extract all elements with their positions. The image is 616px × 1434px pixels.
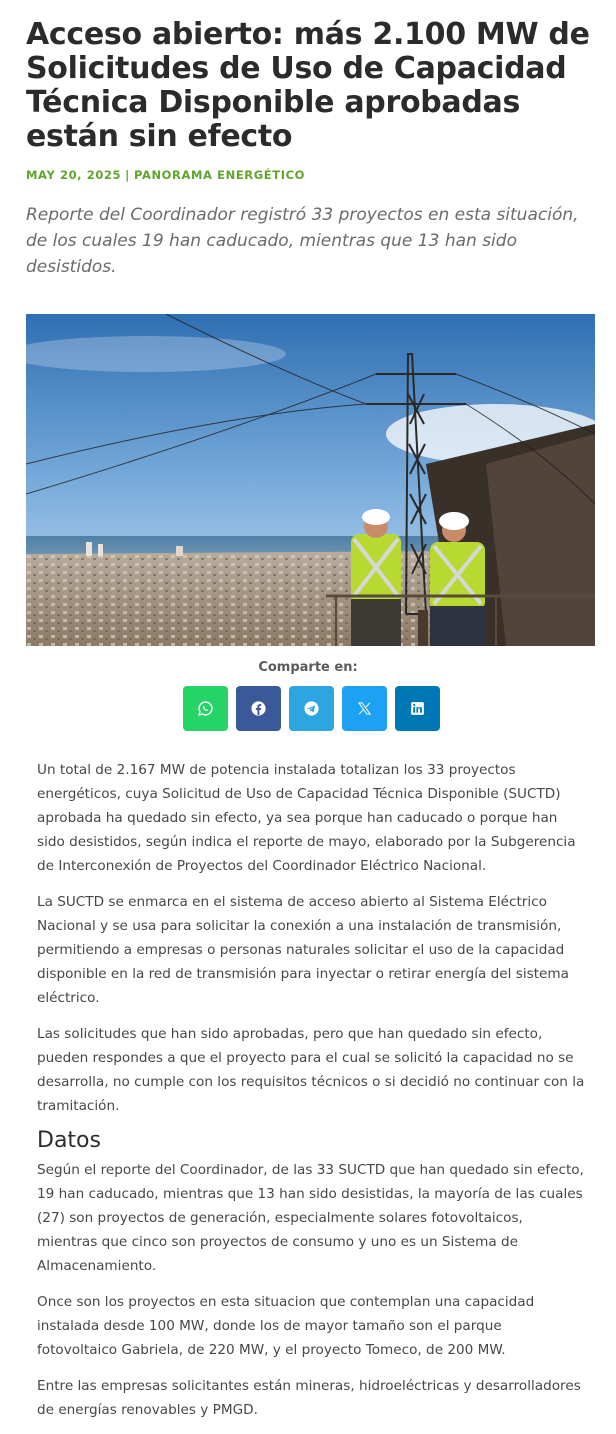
x-icon: [356, 700, 373, 717]
body-paragraph-1: Un total de 2.167 MW de potencia instalada totalizan los 33 proyectos energéticos, cuya Solicitud de Uso de Capacidad Técnica Disponible (SUCTD) aprobada ha quedado sin efecto, ya sea porque han caducado o porque han sido desistidos, según indica el reporte de mayo, elaborado por la Subgerencia de Interconexión de Proyectos del Coordinador Eléctrico Nacional.: [37, 762, 576, 874]
share-label: Comparte en:: [258, 660, 358, 675]
section-heading-datos: Datos: [37, 1128, 101, 1153]
telegram-icon: [303, 700, 320, 717]
article-header: [26, 0, 596, 280]
share-whatsapp-button[interactable]: [183, 686, 228, 731]
article-date: MAY 20, 2025: [26, 168, 122, 182]
body-paragraph-4: Según el reporte del Coordinador, de las 33 SUCTD que han quedado sin efecto, 19 han caducado, mientras que 13 han sido desistidas, la mayoría de las cuales (27) son proyectos de generación, especialmente solares fotovoltaicos, mientras que cinco son proyectos de consumo y uno es un Sistema de Almacenamiento.: [37, 1162, 584, 1274]
body-paragraph-5: Once son los proyectos en esta situacion que contemplan una capacidad instalada desde 100 MW, donde los de mayor tamaño son el parque fotovoltaico Gabriela, de 220 MW, y el proyecto Tomeco, de 200 MW.: [37, 1294, 535, 1358]
body-paragraph-2: La SUCTD se enmarca en el sistema de acceso abierto al Sistema Eléctrico Nacional y se usa para solicitar la conexión a una instalación de transmisión, permitiendo a empresas o personas naturales solicitar el uso de la capacidad disponible en la red de transmisión para inyectar o retirar energía del sistema eléctrico.: [37, 894, 569, 1006]
share-telegram-button[interactable]: [289, 686, 334, 731]
facebook-icon: [250, 700, 267, 717]
article-body: [37, 758, 585, 1434]
body-paragraph-6: Entre las empresas solicitantes están mineras, hidroeléctricas y desarrolladores de energías renovables y PMGD.: [37, 1378, 581, 1418]
article-category[interactable]: PANORAMA ENERGÉTICO: [133, 168, 305, 182]
body-paragraph-3: Las solicitudes que han sido aprobadas, pero que han quedado sin efecto, pueden respondes a que el proyecto para el cual se solicitó la capacidad no se desarrolla, no cumple con los requisitos técnicos o si decidió no continuar con la tramitación.: [37, 1026, 585, 1114]
share-linkedin-button[interactable]: [395, 686, 440, 731]
article-meta: [26, 168, 596, 182]
hero-photo-transmission-tower: [26, 314, 595, 646]
article-title: Acceso abierto: más 2.100 MW de Solicitudes de Uso de Capacidad Técnica Disponible aprobadas están sin efecto: [26, 17, 590, 154]
share-facebook-button[interactable]: [236, 686, 281, 731]
share-buttons: [183, 686, 440, 731]
linkedin-icon: [409, 700, 426, 717]
meta-separator: |: [125, 168, 130, 182]
hero-image: [26, 314, 595, 646]
article-lead: Reporte del Coordinador registró 33 proyectos en esta situación, de los cuales 19 han caducado, mientras que 13 han sido desistidos.: [26, 205, 579, 277]
whatsapp-icon: [197, 700, 214, 717]
share-x-button[interactable]: [342, 686, 387, 731]
